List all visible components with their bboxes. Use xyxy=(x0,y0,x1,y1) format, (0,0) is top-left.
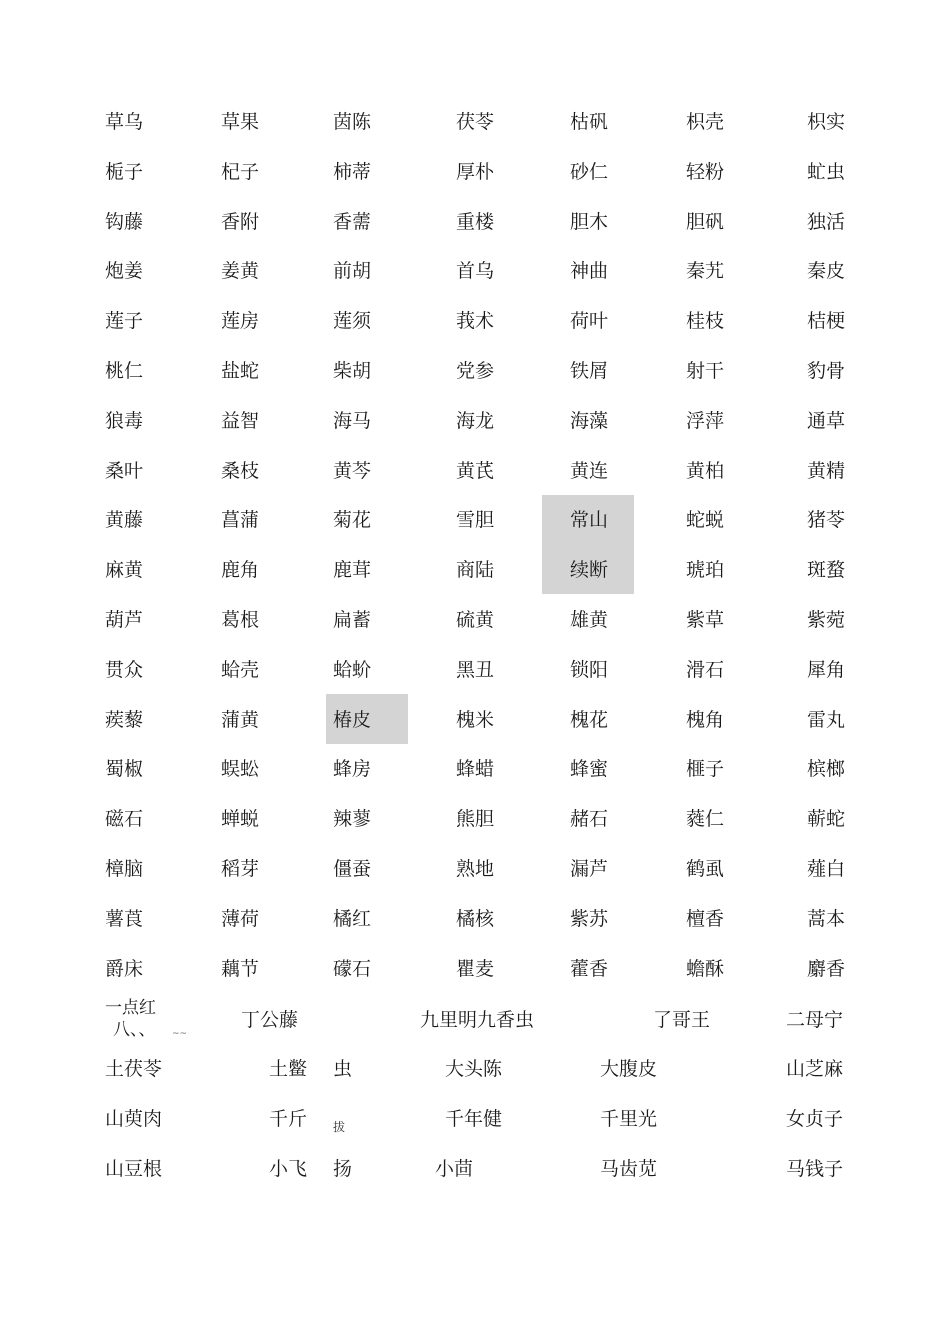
herb-name: 菊花 xyxy=(333,509,372,532)
herb-name: 漏芦 xyxy=(570,858,609,880)
grid-row xyxy=(0,147,950,197)
herb-name: 蕲蛇 xyxy=(807,808,846,831)
herb-name: 猪苓 xyxy=(807,509,846,532)
herb-name: 槐米 xyxy=(456,708,495,731)
herb-name: 紫草 xyxy=(686,609,725,631)
bottom-row-1 xyxy=(0,995,950,1045)
herb-name: 狼毒 xyxy=(105,409,144,432)
herb-name: 海藻 xyxy=(570,409,609,432)
herb-name: 蒲黄 xyxy=(221,708,260,731)
herb-name: 蟾酥 xyxy=(686,957,725,980)
herb-name: 丁公藤 xyxy=(241,1009,299,1031)
herb-name: 大腹皮 xyxy=(600,1058,658,1080)
herb-name: 蜂房 xyxy=(333,758,372,781)
herb-name: 独活 xyxy=(807,210,846,233)
herb-name: 柴胡 xyxy=(333,360,372,382)
grid-row xyxy=(0,396,950,446)
herb-name: 稻芽 xyxy=(221,858,260,880)
herb-name: 藕节 xyxy=(221,957,260,980)
herb-name: 重楼 xyxy=(456,210,495,233)
herb-name: 秦皮 xyxy=(807,260,846,283)
herb-name: 斑蝥 xyxy=(807,559,846,582)
herb-name: 马钱子 xyxy=(786,1158,844,1180)
herb-name: 檀香 xyxy=(686,907,725,930)
herb-name: 桑叶 xyxy=(105,459,144,482)
grid-row xyxy=(0,844,950,894)
herb-name: 益智 xyxy=(221,409,260,432)
grid-row xyxy=(0,645,950,695)
herb-name: 磁石 xyxy=(105,808,144,831)
herb-name: 蒺藜 xyxy=(105,708,144,731)
grid-row xyxy=(0,794,950,844)
herb-name: 山豆根 xyxy=(105,1158,163,1180)
herb-name: 枳实 xyxy=(807,111,846,133)
herb-name: 扁蓄 xyxy=(333,609,372,631)
grid-row xyxy=(0,495,950,545)
herb-name: 雄黄 xyxy=(570,609,609,631)
herb-name: 黄芩 xyxy=(333,459,372,482)
herb-name: 党参 xyxy=(456,360,495,382)
grid-row xyxy=(0,545,950,595)
herb-name: 黑丑 xyxy=(456,658,495,681)
herb-name: 莲房 xyxy=(221,310,260,333)
herb-name: 商陆 xyxy=(456,559,495,582)
herb-name: 麝香 xyxy=(807,957,846,980)
grid-row xyxy=(0,894,950,944)
herb-name: 藿香 xyxy=(570,957,609,980)
herb-name: 樟脑 xyxy=(105,858,144,880)
herb-name: 山萸肉 xyxy=(105,1108,163,1130)
herb-name: 茯苓 xyxy=(456,111,495,133)
herb-name: 盐蛇 xyxy=(221,360,260,382)
herb-name: 硫黄 xyxy=(456,609,495,631)
herb-name: 厚朴 xyxy=(456,160,495,183)
herb-name: 蜀椒 xyxy=(105,758,144,781)
herb-name: 柿蒂 xyxy=(333,160,372,183)
herb-name: 黄藤 xyxy=(105,509,144,532)
herb-name: 辣蓼 xyxy=(333,808,372,831)
grid-row xyxy=(0,346,950,396)
herb-name: 桑枝 xyxy=(221,459,260,482)
herb-name: 小飞 xyxy=(269,1158,308,1180)
herb-name: 茵陈 xyxy=(333,111,372,133)
herb-name: 枯矾 xyxy=(570,111,609,133)
bottom-row-3 xyxy=(0,1094,950,1144)
herb-name: 槐花 xyxy=(570,708,609,731)
herb-name: 黄芪 xyxy=(456,459,495,482)
herb-name: 黄精 xyxy=(807,459,846,482)
grid-row xyxy=(0,695,950,745)
herb-name: 扬 xyxy=(333,1158,353,1180)
herb-name: 首乌 xyxy=(456,260,495,283)
herb-name: 海马 xyxy=(333,409,372,432)
herb-name: 熊胆 xyxy=(456,808,495,831)
herb-name: 鹿茸 xyxy=(333,559,372,582)
herb-name: 滑石 xyxy=(686,658,725,681)
herb-name: 前胡 xyxy=(333,260,372,283)
herb-name: 薤白 xyxy=(807,858,846,880)
herb-name: 蛤蚧 xyxy=(333,658,372,681)
herb-name: 麻黄 xyxy=(105,559,144,582)
herb-name: 桂枝 xyxy=(686,310,725,333)
herb-name: 榧子 xyxy=(686,758,725,781)
herb-name: 蒿本 xyxy=(807,907,846,930)
herb-name: 射干 xyxy=(686,360,725,382)
herb-name: 海龙 xyxy=(456,409,495,432)
herb-name: 马齿苋 xyxy=(600,1158,658,1180)
herb-name: 了哥王 xyxy=(653,1009,711,1031)
herb-name: 草乌 xyxy=(105,111,144,133)
herb-name: 香附 xyxy=(221,210,260,233)
herb-name: 草果 xyxy=(221,111,260,133)
herb-name: 蝉蜕 xyxy=(221,808,260,831)
herb-name: 女贞子 xyxy=(786,1108,844,1130)
herb-name: 炮姜 xyxy=(105,260,144,283)
herb-name: 神曲 xyxy=(570,260,609,283)
herb-name: 土茯苓 xyxy=(105,1058,163,1080)
herb-name: 桔梗 xyxy=(807,310,846,333)
grid-row xyxy=(0,296,950,346)
herb-name: 二母宁 xyxy=(786,1009,844,1031)
herb-name: 椿皮 xyxy=(333,708,372,731)
herb-name: 礞石 xyxy=(333,957,372,980)
herb-name: 蕤仁 xyxy=(686,808,725,831)
herb-name: 蛇蜕 xyxy=(686,509,725,532)
herb-name: 浮萍 xyxy=(686,409,725,432)
herb-name: 砂仁 xyxy=(570,160,609,183)
herb-name: 虫 xyxy=(333,1058,353,1080)
herb-name: 桃仁 xyxy=(105,360,144,382)
herb-name: 铁屑 xyxy=(570,360,609,382)
herb-name: 鹤虱 xyxy=(686,858,725,880)
grid-row xyxy=(0,944,950,994)
herb-name-fragment: 拔 xyxy=(333,1120,346,1134)
herb-name: 蛤壳 xyxy=(221,658,260,681)
herb-name: 千斤 xyxy=(269,1108,308,1130)
herb-name: 大头陈 xyxy=(445,1058,503,1080)
herb-name: 薯莨 xyxy=(105,907,144,930)
herb-name: 胆矾 xyxy=(686,210,725,233)
herb-name: 山芝麻 xyxy=(786,1058,844,1080)
herb-name: 紫菀 xyxy=(807,609,846,631)
herb-name: 九里明九香虫 xyxy=(420,1009,535,1031)
herb-name: 槐角 xyxy=(686,708,725,731)
herb-name: 锁阳 xyxy=(570,658,609,681)
grid-row xyxy=(0,446,950,496)
herb-name: 犀角 xyxy=(807,658,846,681)
herb-name: 鹿角 xyxy=(221,559,260,582)
herb-name: 橘核 xyxy=(456,907,495,930)
herb-name: 蜈蚣 xyxy=(221,758,260,781)
herb-name: 莲子 xyxy=(105,310,144,333)
herb-name: 赭石 xyxy=(570,808,609,831)
herb-name: 紫苏 xyxy=(570,907,609,930)
scan-mark: ~~ xyxy=(172,1029,188,1039)
herb-name: 葫芦 xyxy=(105,609,144,631)
herb-name: 姜黄 xyxy=(221,260,260,283)
herb-name: 轻粉 xyxy=(686,160,725,183)
herb-name: 熟地 xyxy=(456,858,495,880)
herb-name: 秦艽 xyxy=(686,260,725,283)
herb-name: 香薷 xyxy=(333,210,372,233)
herb-name: 雷丸 xyxy=(807,708,846,731)
grid-row xyxy=(0,595,950,645)
herb-name: 栀子 xyxy=(105,160,144,183)
herb-name: 雪胆 xyxy=(456,509,495,532)
herb-name: 琥珀 xyxy=(686,559,725,582)
herb-name: 黄连 xyxy=(570,459,609,482)
herb-name: 荷叶 xyxy=(570,310,609,333)
herb-name: 莲须 xyxy=(333,310,372,333)
herb-name: 通草 xyxy=(807,409,846,432)
herb-name: 菖蒲 xyxy=(221,509,260,532)
herb-name: 小茴 xyxy=(435,1158,474,1180)
herb-name: 莪术 xyxy=(456,310,495,333)
herb-name: 续断 xyxy=(570,559,609,582)
herb-name: 贯众 xyxy=(105,658,144,681)
herb-name: 枳壳 xyxy=(686,111,725,133)
herb-name: 蜂蜡 xyxy=(456,758,495,781)
herb-name: 杞子 xyxy=(221,160,260,183)
herb-name: 爵床 xyxy=(105,957,144,980)
herb-name: 瞿麦 xyxy=(456,957,495,980)
bottom-row-2 xyxy=(0,1044,950,1094)
herb-name: 虻虫 xyxy=(807,160,846,183)
herb-name: 土鳖 xyxy=(269,1058,308,1080)
herb-name: 槟榔 xyxy=(807,758,846,781)
grid-row xyxy=(0,246,950,296)
grid-row xyxy=(0,197,950,247)
herb-name: 橘红 xyxy=(333,907,372,930)
grid-row xyxy=(0,744,950,794)
herb-name: 葛根 xyxy=(221,609,260,631)
herb-name: 僵蚕 xyxy=(333,858,372,880)
herb-name: 一点红 xyxy=(105,998,156,1018)
herb-name: 豹骨 xyxy=(807,360,846,382)
herb-name: 胆木 xyxy=(570,210,609,233)
bottom-row-4 xyxy=(0,1144,950,1194)
herb-name: 薄荷 xyxy=(221,907,260,930)
grid-row xyxy=(0,97,950,147)
herb-name: 千年健 xyxy=(445,1108,503,1130)
herb-name: 千里光 xyxy=(600,1108,658,1130)
herb-name-fragment: 八、、 xyxy=(113,1020,156,1040)
herb-name: 钩藤 xyxy=(105,210,144,233)
herb-name: 常山 xyxy=(570,509,609,532)
herb-name: 黄柏 xyxy=(686,459,725,482)
herb-name: 蜂蜜 xyxy=(570,758,609,781)
